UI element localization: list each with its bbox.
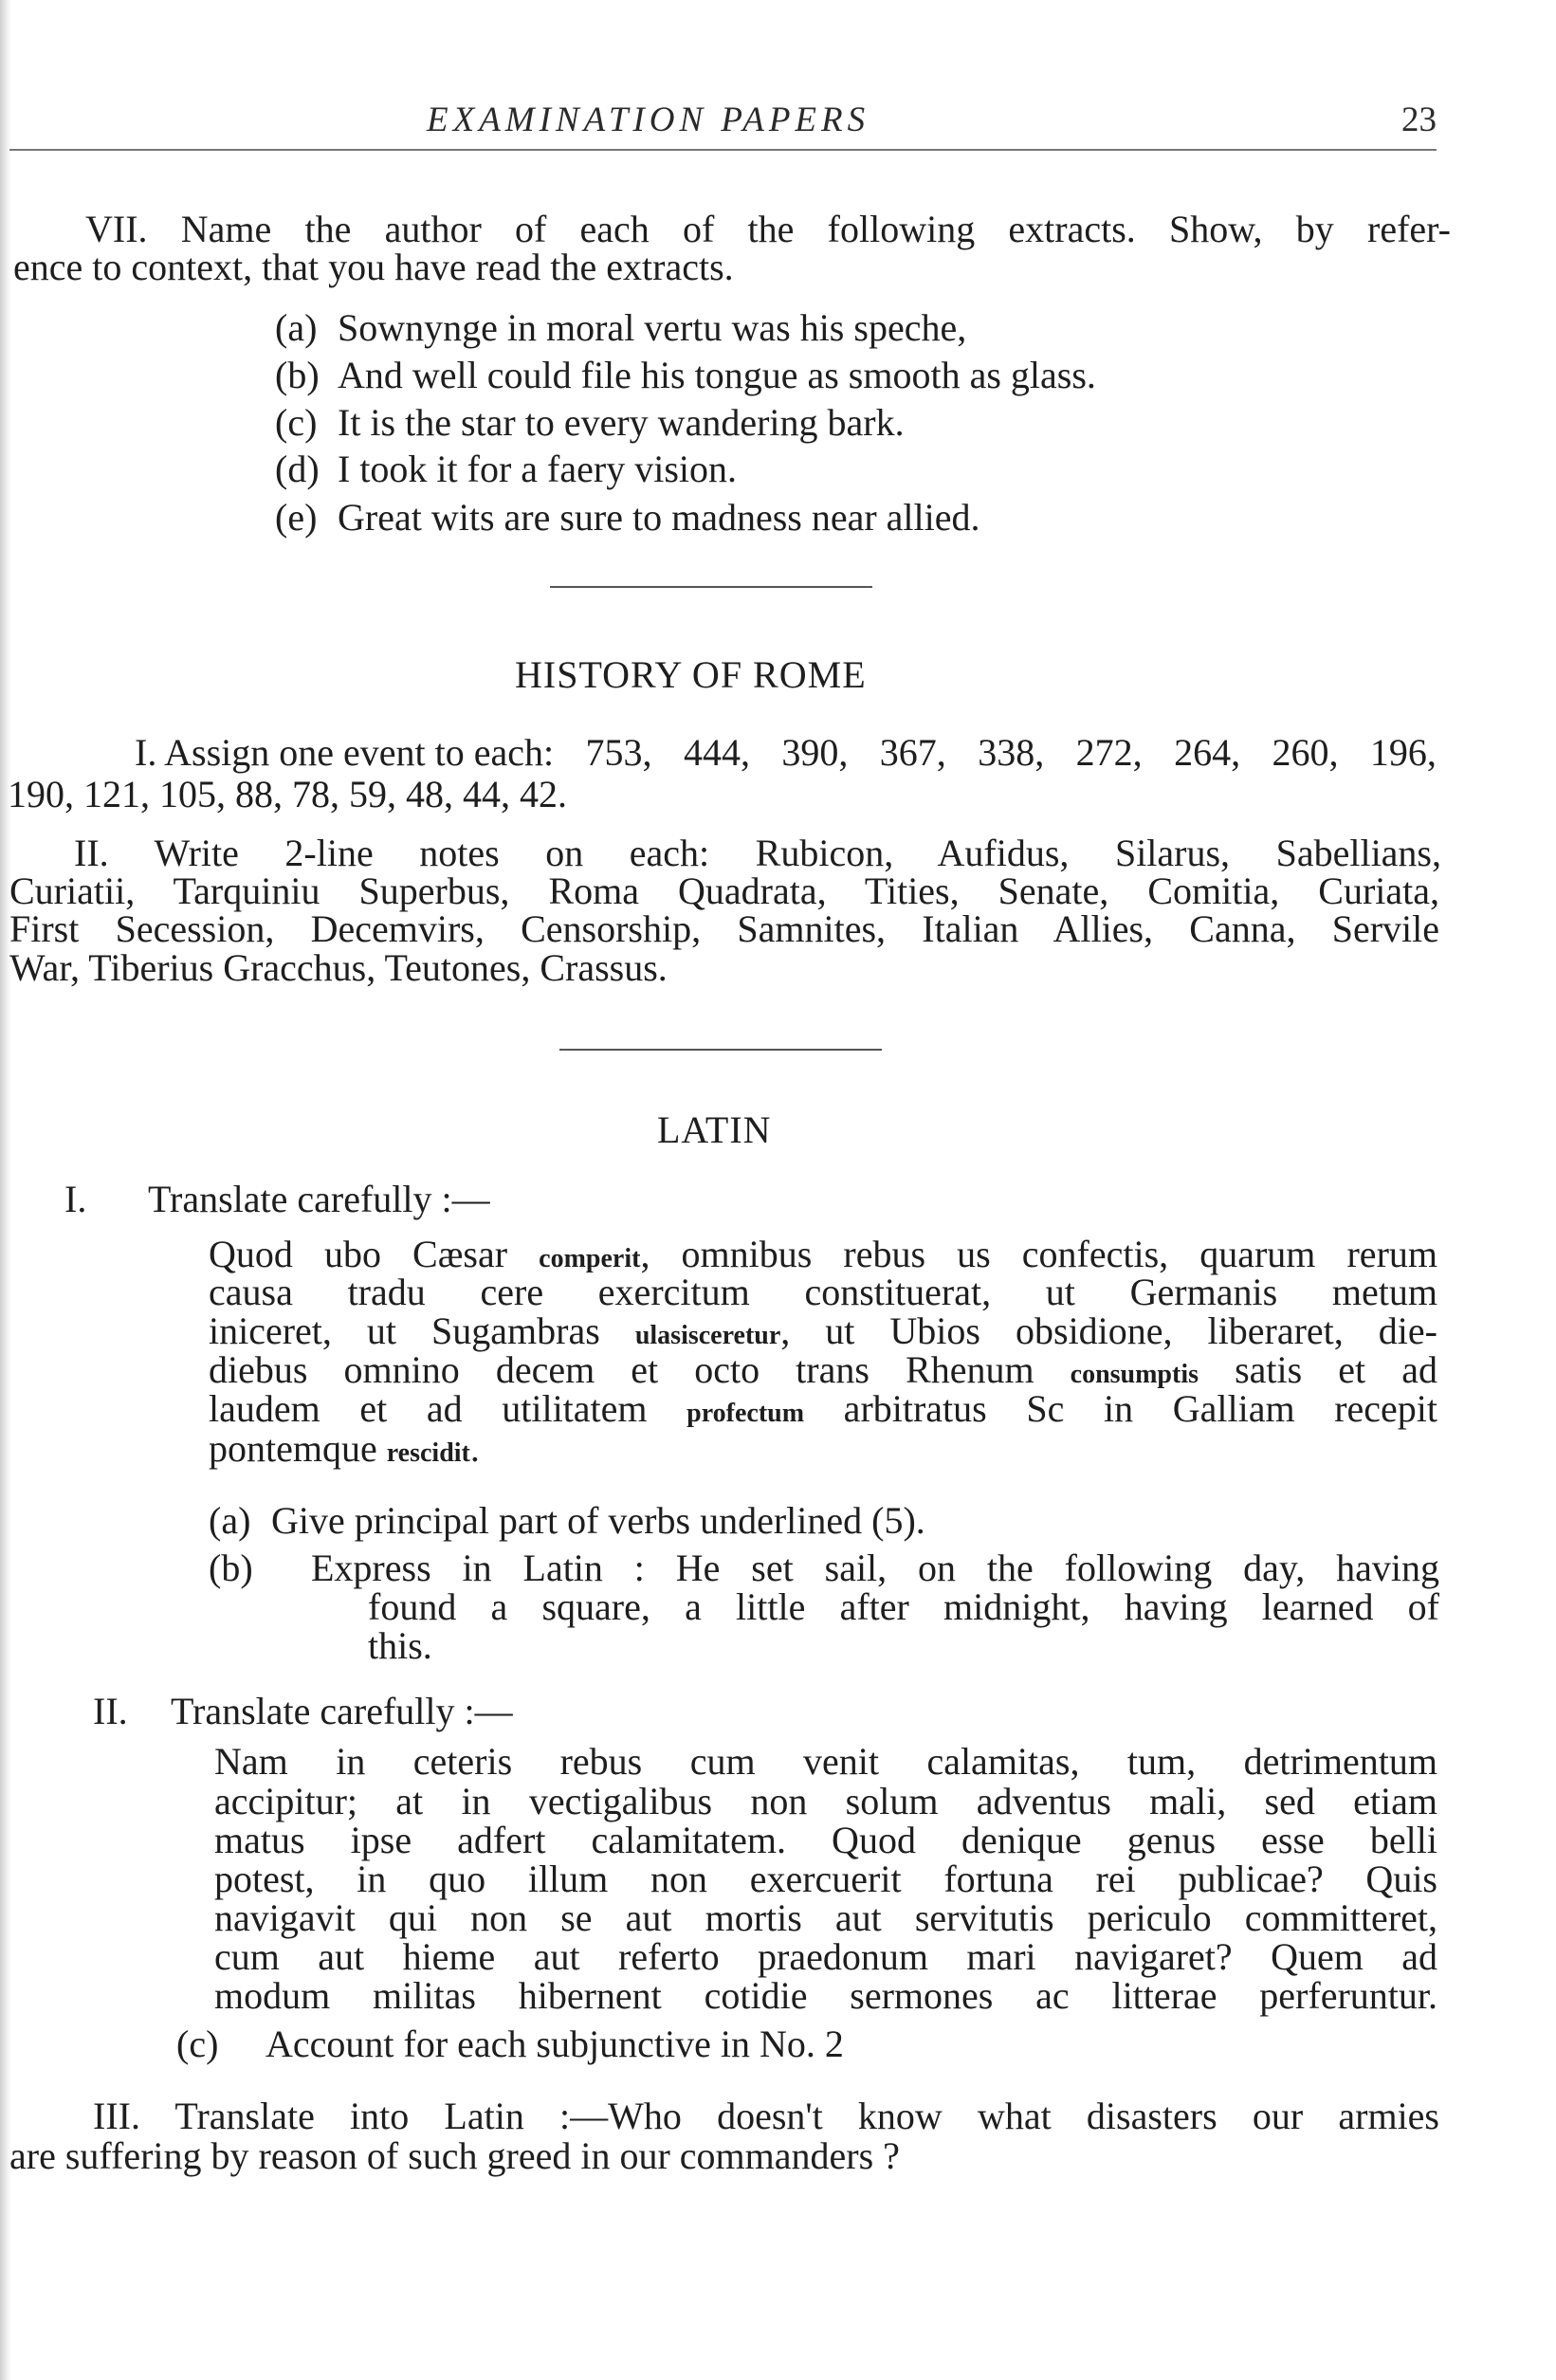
subquestion-text: Account for each subjunctive in No. 2 <box>265 2023 844 2065</box>
history-q2-line-2: Curiatii, Tarquiniu Superbus, Roma Quadrata, Tities, Senate, Comitia, Curiata, <box>9 870 1439 912</box>
passage-text: pontemque <box>209 1427 387 1470</box>
history-q2-line-3: First Secession, Decemvirs, Censorship, Samnites, Italian Allies, Canna, Servile <box>9 907 1439 950</box>
passage-1-line-6 <box>209 1427 480 1470</box>
extract-tag: (a) <box>275 306 318 349</box>
passage-text: Quod ubo Cæsar <box>209 1233 540 1275</box>
date-item: 272, <box>1075 731 1143 774</box>
passage-text: arbitratus Sc in Galliam recepit <box>804 1387 1438 1430</box>
latin-q1-prompt: Translate carefully :— <box>148 1178 490 1220</box>
question-7-line-2: ence to context, that you have read the extracts. <box>13 246 734 288</box>
latin-q1b-tag: (b) <box>209 1547 253 1589</box>
extract-e <box>275 496 980 539</box>
subquestion-tag: (a) <box>209 1499 251 1542</box>
extract-text: Great wits are sure to madness near allied. <box>338 496 980 539</box>
passage-2-line-7: modum militas hibernent cotidie sermones ac litterae perferuntur. <box>214 1974 1437 2017</box>
latin-q1-label: I. <box>64 1178 87 1220</box>
history-q1-line-1 <box>135 731 1437 774</box>
header-rule <box>9 149 1437 151</box>
latin-q2-prompt: Translate carefully :— <box>171 1690 513 1732</box>
passage-text: . <box>469 1427 480 1470</box>
latin-q2-label: II. <box>93 1690 128 1732</box>
running-header <box>9 100 1437 153</box>
extract-text: I took it for a faery vision. <box>338 448 737 490</box>
passage-1-line-1 <box>209 1233 1437 1275</box>
date-item: 753, <box>585 731 652 774</box>
history-q2-line-1: II. Write 2-line notes on each: Rubicon, Aufidus, Silarus, Sabellians, <box>74 832 1441 874</box>
underlined-verb: ulasisceretur <box>634 1321 781 1350</box>
subquestion-text: Give principal part of verbs underlined (5). <box>271 1499 925 1542</box>
passage-text: , ut Ubios obsidione, liberaret, die- <box>780 1309 1437 1352</box>
passage-2-line-4: potest, in quo illum non exercuerit fortuna rei publicae? Quis <box>214 1858 1437 1900</box>
section-divider <box>550 586 872 588</box>
date-item: 338, <box>978 731 1045 774</box>
underlined-verb: profectum <box>686 1399 805 1428</box>
passage-2-line-1: Nam in ceteris rebus cum venit calamitas, tum, detrimentum <box>214 1740 1437 1783</box>
extract-text: It is the star to every wandering bark. <box>338 401 905 444</box>
latin-q1b-line-3: this. <box>368 1624 432 1667</box>
history-q1-label: I. Assign one event to each: <box>135 731 555 774</box>
passage-text: satis et ad <box>1199 1348 1437 1391</box>
extract-c <box>275 401 905 444</box>
latin-q2c <box>176 2025 844 2063</box>
date-item: 264, <box>1174 731 1241 774</box>
passage-2-line-2: accipitur; at in vectigalibus non solum adventus mali, sed etiam <box>214 1780 1437 1822</box>
extract-text: Sownynge in moral vertu was his speche, <box>338 306 967 349</box>
passage-text: diebus omnino decem et octo trans Rhenum <box>209 1348 1071 1391</box>
passage-2-line-3: matus ipse adfert calamitatem. Quod denique genus esse belli <box>214 1819 1437 1861</box>
passage-text: iniceret, ut Sugambras <box>209 1309 635 1352</box>
passage-2-line-6: cum aut hieme aut referto praedonum mari navigaret? Quem ad <box>214 1935 1437 1978</box>
passage-1-line-2: causa tradu cere exercitum constituerat, ut Germanis metum <box>209 1271 1437 1313</box>
passage-text: , omnibus rebus us confectis, quarum rerum <box>640 1233 1437 1275</box>
latin-q1b-line-2: found a square, a little after midnight, having learned of <box>368 1585 1439 1628</box>
latin-q3-line-1: III. Translate into Latin :—Who doesn't know what disasters our armies <box>93 2095 1439 2137</box>
latin-q3-line-2: are suffering by reason of such greed in our commanders ? <box>9 2134 900 2177</box>
extract-tag: (d) <box>275 448 320 490</box>
date-item: 444, <box>683 731 750 774</box>
history-heading: HISTORY OF ROME <box>515 653 867 696</box>
history-q2-line-4: War, Tiberius Gracchus, Teutones, Crassus. <box>9 946 668 989</box>
extract-text: And well could file his tongue as smooth as glass. <box>338 354 1096 396</box>
section-divider <box>559 1049 882 1051</box>
underlined-verb: comperit <box>539 1244 641 1273</box>
passage-1-line-5 <box>209 1387 1438 1430</box>
date-item: 390, <box>781 731 849 774</box>
latin-q1a <box>209 1499 925 1542</box>
subquestion-tag: (c) <box>176 2023 219 2065</box>
page-number: 23 <box>1401 101 1437 139</box>
date-item: 196, <box>1369 731 1437 774</box>
history-q1-line-2: 190, 121, 105, 88, 78, 59, 48, 44, 42. <box>8 773 567 815</box>
passage-2-line-5: navigavit qui non se aut mortis aut servitutis periculo committeret, <box>214 1896 1437 1939</box>
date-item: 260, <box>1272 731 1339 774</box>
page-edge-shadow <box>0 0 11 2380</box>
underlined-verb: rescidit <box>386 1438 470 1468</box>
underlined-verb: consumptis <box>1070 1360 1199 1389</box>
extract-tag: (e) <box>275 496 318 539</box>
extract-d <box>275 450 737 488</box>
passage-1-line-3 <box>209 1309 1437 1352</box>
header-title: EXAMINATION PAPERS <box>427 101 870 139</box>
extract-tag: (b) <box>275 354 320 396</box>
extract-a <box>275 306 967 349</box>
extract-tag: (c) <box>275 401 318 444</box>
passage-1-line-4 <box>209 1348 1437 1391</box>
date-item: 367, <box>879 731 946 774</box>
question-7-line-1: VII. Name the author of each of the following extracts. Show, by refer- <box>85 208 1451 250</box>
passage-text: laudem et ad utilitatem <box>209 1387 687 1430</box>
latin-heading: LATIN <box>657 1108 772 1151</box>
latin-q1b-line-1: Express in Latin : He set sail, on the following day, having <box>311 1547 1439 1589</box>
extract-b <box>275 354 1096 396</box>
